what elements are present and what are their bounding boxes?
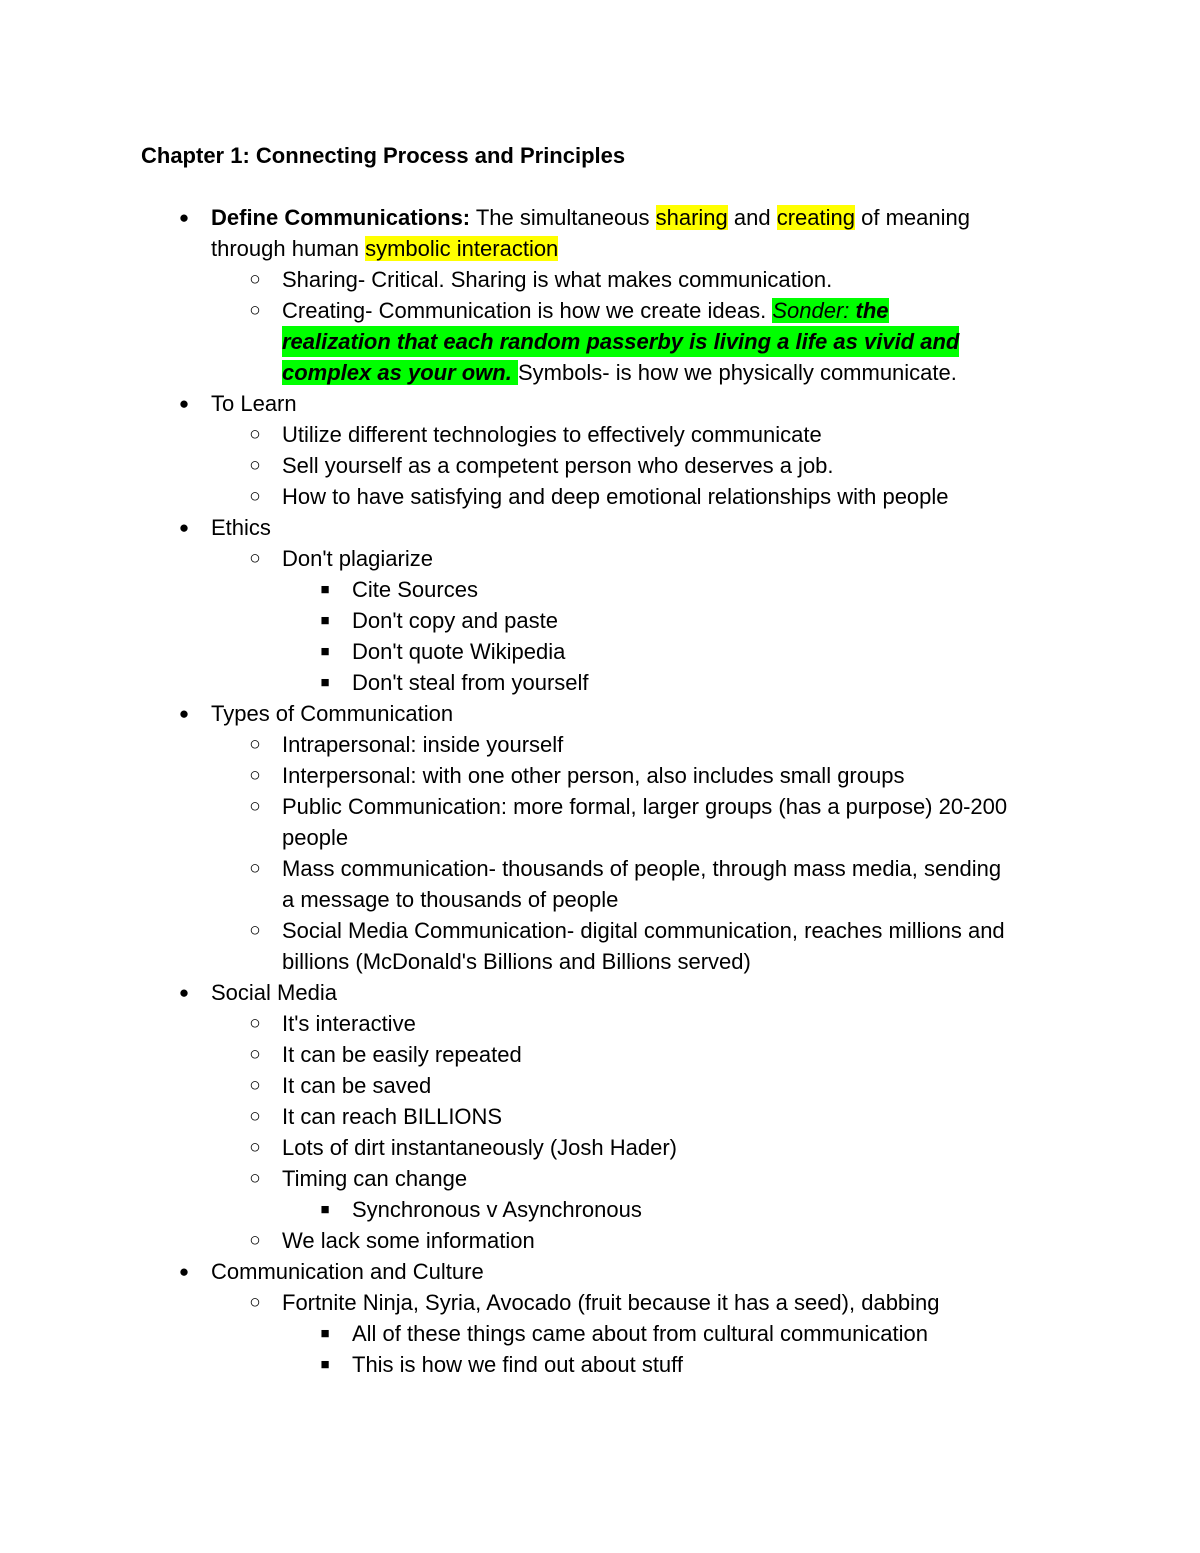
circle-bullet-icon: ○ <box>249 1230 261 1251</box>
circle-bullet-icon: ○ <box>249 1044 261 1065</box>
highlight-sharing: sharing <box>655 205 728 230</box>
list-item: ○ It can be easily repeated <box>0 1039 1200 1070</box>
list-item: ○ It can be saved <box>0 1070 1200 1101</box>
list-item: ○ Don't plagiarize <box>0 543 1200 574</box>
bullet-icon: ● <box>178 1262 190 1281</box>
circle-bullet-icon: ○ <box>249 424 261 445</box>
list-item: ○ Lots of dirt instantaneously (Josh Hader) <box>0 1132 1200 1163</box>
circle-bullet-icon: ○ <box>249 1137 261 1158</box>
list-item-define: ● Define Communications: The simultaneous sharing and creating of meaning <box>0 202 1200 233</box>
square-bullet-icon: ■ <box>320 1325 330 1342</box>
square-bullet-icon: ■ <box>320 612 330 629</box>
list-item-types: ● Types of Communication <box>0 698 1200 729</box>
bullet-icon: ● <box>178 983 190 1002</box>
list-item-cont: people <box>282 825 349 850</box>
list-item: ○ We lack some information <box>0 1225 1200 1256</box>
chapter-title: Chapter 1: Connecting Process and Principles <box>141 143 626 168</box>
circle-bullet-icon: ○ <box>249 796 261 817</box>
list-item-cont: a message to thousands of people <box>282 887 619 912</box>
bullet-icon: ● <box>178 704 190 723</box>
list-item: ■ Don't copy and paste <box>0 605 1200 636</box>
circle-bullet-icon: ○ <box>249 455 261 476</box>
circle-bullet-icon: ○ <box>249 1168 261 1189</box>
list-item: ○ It can reach BILLIONS <box>0 1101 1200 1132</box>
circle-bullet-icon: ○ <box>249 858 261 879</box>
circle-bullet-icon: ○ <box>249 1013 261 1034</box>
notes-list <box>0 202 1200 1380</box>
list-item: ○ How to have satisfying and deep emotional relationships with people <box>0 481 1200 512</box>
circle-bullet-icon: ○ <box>249 548 261 569</box>
list-item: ○ Sell yourself as a competent person who deserves a job. <box>0 450 1200 481</box>
circle-bullet-icon: ○ <box>249 734 261 755</box>
circle-bullet-icon: ○ <box>249 1106 261 1127</box>
list-item: ○ Mass communication- thousands of people, through mass media, sending <box>0 853 1200 884</box>
circle-bullet-icon: ○ <box>249 920 261 941</box>
list-item: ○ Social Media Communication- digital communication, reaches millions and <box>0 915 1200 946</box>
circle-bullet-icon: ○ <box>249 1292 261 1313</box>
list-item-creating: ○ Creating- Communication is how we create ideas. Sonder: the <box>0 295 1200 326</box>
list-item: ○ Timing can change <box>0 1163 1200 1194</box>
list-item: ■ This is how we find out about stuff <box>0 1349 1200 1380</box>
list-item: ○ It's interactive <box>0 1008 1200 1039</box>
list-item: ■ Don't quote Wikipedia <box>0 636 1200 667</box>
list-item: ○ Utilize different technologies to effectively communicate <box>0 419 1200 450</box>
square-bullet-icon: ■ <box>320 643 330 660</box>
square-bullet-icon: ■ <box>320 581 330 598</box>
list-item-culture: ● Communication and Culture <box>0 1256 1200 1287</box>
list-item-sharing: ○ Sharing- Critical. Sharing is what makes communication. <box>0 264 1200 295</box>
bullet-icon: ● <box>178 208 190 227</box>
list-item-define-cont: through human symbolic interaction <box>211 236 559 261</box>
bullet-icon: ● <box>178 518 190 537</box>
sonder-label: Sonder: <box>772 298 850 323</box>
list-item: ■ All of these things came about from cultural communication <box>0 1318 1200 1349</box>
list-item-creating-cont2: complex as your own. Symbols- is how we physically communicate. <box>282 360 957 385</box>
square-bullet-icon: ■ <box>320 1201 330 1218</box>
list-item: ■ Cite Sources <box>0 574 1200 605</box>
bullet-icon: ● <box>178 394 190 413</box>
list-item: ○ Fortnite Ninja, Syria, Avocado (fruit because it has a seed), dabbing <box>0 1287 1200 1318</box>
list-item-creating-cont <box>0 326 1200 357</box>
list-item-to-learn: ● To Learn <box>0 388 1200 419</box>
list-item: ■ Don't steal from yourself <box>0 667 1200 698</box>
list-item-cont: billions (McDonald's Billions and Billions served) <box>282 949 751 974</box>
circle-bullet-icon: ○ <box>249 765 261 786</box>
list-item: ○ Intrapersonal: inside yourself <box>0 729 1200 760</box>
list-item: ○ Interpersonal: with one other person, also includes small groups <box>0 760 1200 791</box>
sonder-definition: realization that each random passerby is living a life as vivid and <box>282 326 959 357</box>
square-bullet-icon: ■ <box>320 674 330 691</box>
define-term: Define Communications: <box>211 205 471 230</box>
circle-bullet-icon: ○ <box>249 1075 261 1096</box>
circle-bullet-icon: ○ <box>249 486 261 507</box>
highlight-symbolic: symbolic interaction <box>365 236 559 261</box>
highlight-creating: creating <box>776 205 855 230</box>
square-bullet-icon: ■ <box>320 1356 330 1373</box>
list-item-ethics: ● Ethics <box>0 512 1200 543</box>
list-item-social-media: ● Social Media <box>0 977 1200 1008</box>
circle-bullet-icon: ○ <box>249 269 261 290</box>
list-item: ○ Public Communication: more formal, larger groups (has a purpose) 20-200 <box>0 791 1200 822</box>
circle-bullet-icon: ○ <box>249 300 261 321</box>
list-item: ■ Synchronous v Asynchronous <box>0 1194 1200 1225</box>
